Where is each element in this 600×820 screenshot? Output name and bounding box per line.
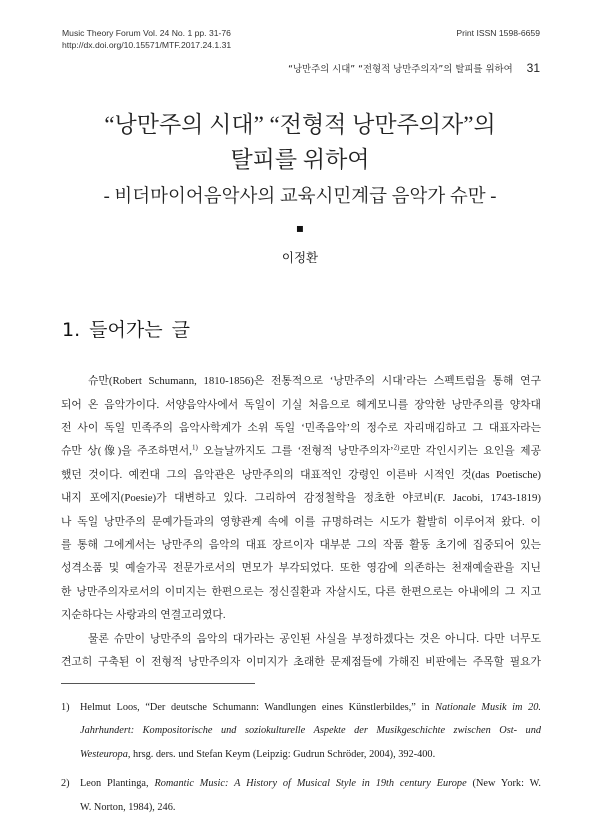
body-line <box>61 581 541 604</box>
body-text <box>61 370 541 674</box>
footnote-title-segment: Jahrhundert: Kompositorische und soziokulturelle Aspekte der Musikgeschichte zwischen Ost- und <box>80 725 541 737</box>
paper-subtitle: - 비더마이어음악사의 교육시민계급 음악가 슈만 - <box>103 187 497 207</box>
body-line <box>61 440 541 463</box>
body-line <box>61 557 541 580</box>
footnotes <box>61 696 541 819</box>
footnote-text-segment: Helmut Loos, “Der deutsche Schumann: Wandlungen eines Künstlerbildes,” in <box>80 702 436 713</box>
body-line <box>61 487 541 510</box>
author-name: 이정환 <box>281 250 319 265</box>
body-text-segment: 지순하다는 사랑과의 연결고리였다. <box>61 609 226 622</box>
footnote-reference: 2) <box>393 443 400 452</box>
paragraph <box>61 628 541 675</box>
doi-link[interactable]: http://dx.doi.org/10.15571/MTF.2017.24.1.31 <box>62 40 232 50</box>
paper-title-line-2: 탈피를 위하여 <box>230 147 370 172</box>
body-text-segment: 전 사이 독일 민족주의 음악사학계가 소위 독일 ‘민족음악’의 정수로 자리매김하고 그 대표자라는 <box>61 422 541 435</box>
footnote-title-segment: Westeuropa <box>80 748 128 760</box>
running-head <box>288 60 540 76</box>
journal-header <box>62 27 231 51</box>
body-text-segment: 견고히 구축된 이 전형적 낭만주의자 이미지가 초래한 문제점들에 가해진 비판에는 주목할 필요가 <box>61 655 541 668</box>
body-line <box>61 604 541 627</box>
footnote-title-segment: Nationale Musik im 20. <box>435 702 541 713</box>
footnote-line <box>80 719 541 742</box>
body-text-segment: 로만 각인시키는 요인을 제공 <box>399 445 541 458</box>
footnote-text-segment: Leon Plantinga, <box>80 778 155 790</box>
body-line <box>61 464 541 487</box>
footnote-divider <box>61 683 255 684</box>
body-text-segment: 오늘날까지도 그를 ‘전형적 낭만주의자’ <box>197 445 394 458</box>
issn-label: Print ISSN 1598-6659 <box>456 28 540 38</box>
title-separator-square: ▪ <box>295 221 305 235</box>
footnote-line <box>80 796 541 819</box>
footnote-text-segment: (New York: W. <box>466 778 541 790</box>
page-number: 31 <box>526 61 540 75</box>
body-text-segment: 내지 포에지(Poesie)가 대변하고 있다. 그리하여 감정철학을 정초한 야코비(F. Jacobi, 1743-1819) <box>61 492 541 505</box>
footnote-reference: 1) <box>191 443 198 452</box>
body-text-segment: 를 통해 그에게서는 낭만주의 음악의 대표 장르이자 대부분 그의 작품 활동 초기에 집중되어 있는 <box>61 539 541 552</box>
journal-citation: Music Theory Forum Vol. 24 No. 1 pp. 31-76 <box>62 28 231 38</box>
paper-title-line-1: “낭만주의 시대” “전형적 낭만주의자”의 <box>104 112 496 137</box>
running-head-title: “낭만주의 시대” “전형적 낭만주의자”의 탈피를 위하여 <box>288 64 513 75</box>
footnote <box>61 696 541 766</box>
footnote-number: 2) <box>61 778 70 790</box>
body-text-segment: 되어 온 음악가이다. 서양음악사에서 독일이 기실 처음으로 헤게모니를 장악한 낭만주의를 양차대 <box>61 398 541 411</box>
footnote <box>61 772 541 819</box>
body-line <box>61 511 541 534</box>
footnote-line <box>80 696 541 719</box>
body-line <box>61 651 541 674</box>
footnote-text-segment: W. Norton, 1984), 246. <box>80 801 176 813</box>
footnote-line <box>80 772 541 795</box>
footnote-number: 1) <box>61 702 70 713</box>
body-text-segment: 한 낭만주의자로서의 이미지는 한편으로는 정신질환과 자살시도, 다른 한편으로는 아내에의 그 지고 <box>61 585 541 598</box>
body-text-segment: 나 독일 낭만주의 문예가들과의 영향관계 속에 이를 규명하려는 시도가 활발히 이루어져 왔다. 이 <box>61 515 541 528</box>
body-text-segment: 슈만(Robert Schumann, 1810-1856)은 전통적으로 ‘낭만주의 시대’라는 스펙트럼을 통해 연구 <box>88 375 541 388</box>
body-line <box>61 534 541 557</box>
paragraph <box>61 370 541 627</box>
section-heading: 1. 들어가는 글 <box>62 319 190 341</box>
body-text-segment: 슈만 상(像)을 주조하면서, <box>61 445 192 458</box>
footnote-text-segment: , hrsg. ders. und Stefan Keym (Leipzig: Gudrun Schröder, 2004), 392-400. <box>127 748 436 760</box>
body-line <box>61 394 541 417</box>
body-line <box>61 370 541 393</box>
body-line <box>61 628 541 651</box>
body-text-segment: 물론 슈만이 낭만주의 음악의 대가라는 공인된 사실을 부정하겠다는 것은 아니다. 다만 너무도 <box>88 632 541 645</box>
body-line <box>61 417 541 440</box>
body-text-segment: 했던 것이다. 예컨대 그의 음악관은 낭만주의의 대표적인 강령인 이른바 시적인 것(das Poetische) <box>61 468 541 481</box>
footnote-line <box>80 743 541 766</box>
body-text-segment: 성격소품 및 예술가곡 전문가로서의 면모가 부각되었다. 또한 영감에 의존하는 천재예술관을 지닌 <box>61 562 541 575</box>
footnote-title-segment: Romantic Music: A History of Musical Style in 19th century Europe <box>154 778 467 790</box>
